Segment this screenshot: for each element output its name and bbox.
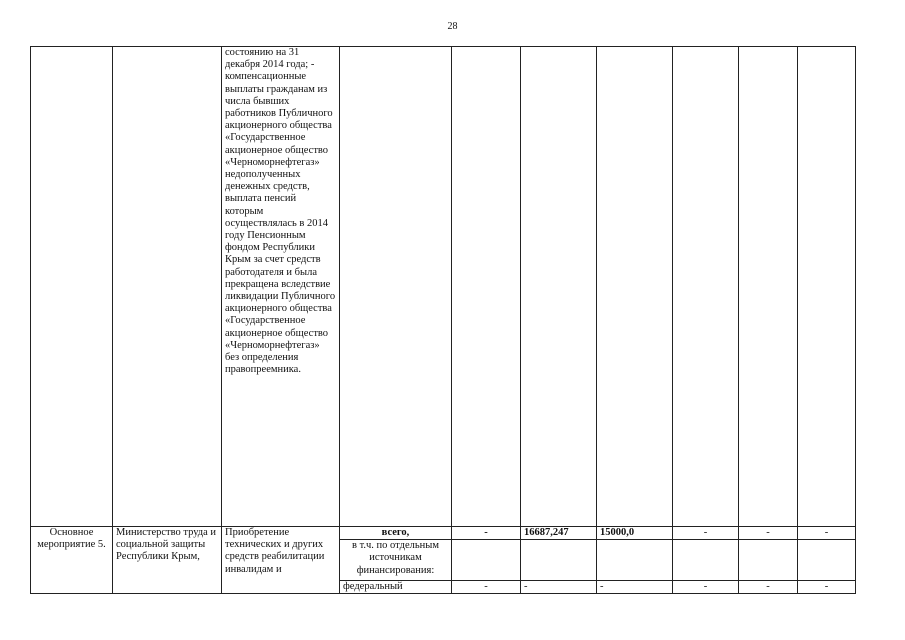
empty-cell [521, 47, 597, 527]
value-cell: 16687,247 [521, 527, 597, 540]
source-label: всего, [340, 527, 452, 540]
empty-cell [673, 47, 739, 527]
measure-row-total [31, 527, 856, 540]
value-cell [673, 540, 739, 581]
value-cell: - [739, 581, 798, 594]
empty-cell [798, 47, 856, 527]
value-cell: - [798, 581, 856, 594]
source-label: в т.ч. по отдельным источникам финансирования: [340, 540, 452, 581]
value-cell [739, 540, 798, 581]
empty-cell [597, 47, 673, 527]
value-cell: - [798, 527, 856, 540]
value-cell: - [673, 527, 739, 540]
value-cell: - [452, 581, 521, 594]
empty-cell [452, 47, 521, 527]
measure-description: Приобретение технических и других средств реабилитации инвалидам и [222, 527, 340, 594]
value-cell: - [521, 581, 597, 594]
empty-cell [31, 47, 113, 527]
value-cell: - [597, 581, 673, 594]
value-cell [521, 540, 597, 581]
value-cell [798, 540, 856, 581]
continued-description: состоянию на 31 декабря 2014 года; - компенсационные выплаты гражданам из числа бывших работников Публичного акционерного общества «Государственное акционерное общество «Черноморнефтегаз» недополученных денежных средств, выплата пенсий которым осуществлялась в 2014 году Пенсионным фондом Республики Крым за счет средств работодателя и была прекращена вследствие ликвидации Публичного акционерного общества «Государственное акционерное общество «Черноморнефтегаз» без определения правопреемника. [222, 47, 340, 527]
page-number: 28 [447, 21, 458, 32]
budget-table [30, 46, 856, 594]
measure-label: Основное мероприятие 5. [31, 527, 113, 594]
continued-row [31, 47, 856, 527]
source-label: федеральный [340, 581, 452, 594]
value-cell [452, 540, 521, 581]
value-cell: - [673, 581, 739, 594]
value-cell: 15000,0 [597, 527, 673, 540]
value-cell [597, 540, 673, 581]
empty-cell [340, 47, 452, 527]
empty-cell [113, 47, 222, 527]
value-cell: - [739, 527, 798, 540]
empty-cell [739, 47, 798, 527]
value-cell: - [452, 527, 521, 540]
measure-executor: Министерство труда и социальной защиты Республики Крым, [113, 527, 222, 594]
